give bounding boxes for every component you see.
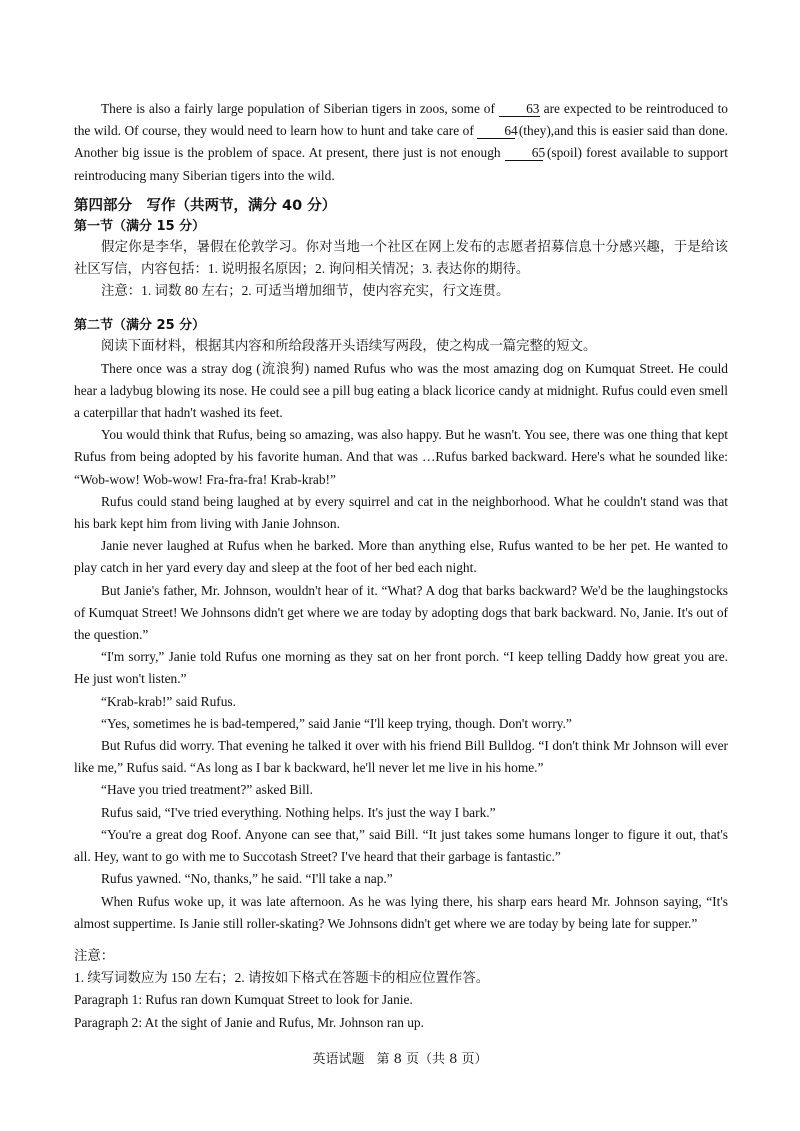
story-paragraph: When Rufus woke up, it was late afternoon. As he was lying there, his sharp ears heard Mr. Johnson saying, “It's almost suppertime. Is Janie still roller-skating? We Johnsons didn't get where we are today by being late for supper.” <box>74 893 728 931</box>
section-one-note: 注意：1. 词数 80 左右；2. 可适当增加细节，使内容充实，行文连贯。 <box>101 283 510 299</box>
blank-63: 63 <box>499 101 540 117</box>
paragraph-one-opening: Paragraph 1: Rufus ran down Kumquat Street to look for Janie. <box>74 992 413 1008</box>
footer-subject: 英语试题 <box>312 1052 365 1067</box>
part-four-heading: 第四部分 写作（共两节，满分 40 分） <box>74 197 337 214</box>
section-two-heading: 第二节（满分 25 分） <box>74 318 206 334</box>
story-paragraph: “Krab-krab!” said Rufus. <box>101 693 236 709</box>
story-paragraph: There once was a stray dog (流浪狗) named Rufus who was the most amazing dog on Kumquat Street. He could hear a ladybug blowing its nose. He could see a pill bug eating a black licorice candy at midnight. Rufus could even smell a caterpillar that hadn't washed its feet. <box>74 360 728 421</box>
story-paragraph: But Rufus did worry. That evening he talked it over with his friend Bill Bulldog. “I don't think Mr Johnson will ever like me,” Rufus said. “As long as I bar k backward, he'll never let me live in his home.” <box>74 738 728 776</box>
notes-label: 注意： <box>74 947 115 963</box>
story-paragraph: “You're a great dog Roof. Anyone can see that,” said Bill. “It just takes some humans longer to figure it out, that's all. Hey, want to go with me to Succotash Street? I've heard that their garbage is fantastic.” <box>74 826 728 865</box>
section-one-task: 假定你是李华，暑假在伦敦学习。你对当地一个社区在网上发布的志愿者招募信息十分感兴趣，于是给该社区写信，内容包括：1. 说明报名原因；2. 询问相关情况；3. 表达你的期待。 <box>74 238 728 277</box>
story-paragraph: Janie never laughed at Rufus when he barked. More than anything else, Rufus wanted to be her pet. He wanted to play catch in her yard every day and sleep at the foot of her bed each night. <box>74 538 728 576</box>
story-paragraph: “I'm sorry,” Janie told Rufus one morning as they sat on her front porch. “I keep telling Daddy how great you are. He just won't listen.” <box>74 649 728 687</box>
exam-page <box>74 98 728 1034</box>
reading-paragraph <box>74 98 728 187</box>
reading-text: (they),and this is easier said than done. Another big issue is the problem of space. At present, there just is not enough <box>74 123 728 161</box>
story-paragraph: “Have you tried treatment?” asked Bill. <box>101 782 313 798</box>
page-footer <box>0 1048 800 1067</box>
blank-64: 64 <box>477 123 515 139</box>
story-paragraph: “Yes, sometimes he is bad-tempered,” said Janie “I'll keep trying, though. Don't worry.” <box>101 715 572 731</box>
blank-65: 65 <box>505 145 543 161</box>
section-two-task: 阅读下面材料，根据其内容和所给段落开头语续写两段，使之构成一篇完整的短文。 <box>101 338 597 354</box>
story-paragraph: Rufus said, “I've tried everything. Nothing helps. It's just the way I bark.” <box>101 804 496 820</box>
notes-line: 1. 续写词数应为 150 左右；2. 请按如下格式在答题卡的相应位置作答。 <box>74 970 490 986</box>
paragraph-two-opening: Paragraph 2: At the sight of Janie and Rufus, Mr. Johnson ran up. <box>74 1014 424 1030</box>
reading-text: There is also a fairly large population of Siberian tigers in zoos, some of <box>101 101 499 116</box>
story-paragraph: You would think that Rufus, being so amazing, was also happy. But he wasn't. You see, there was one thing that kept Rufus from being adopted by his favorite human. And that was …Rufus barked backward. Here's what he sounded like: “Wob-wow! Wob-wow! Fra-fra-fra! Krab-krab!” <box>74 427 728 487</box>
reading-text: are expected to be reintroduced to the wild. Of course, they would need to learn how to hunt and take care of <box>74 101 728 139</box>
reading-text: (spoil) forest available to support reintroducing many Siberian tigers into the wild. <box>74 145 728 183</box>
story-paragraph: Rufus yawned. “No, thanks,” he said. “I'll take a nap.” <box>101 871 393 887</box>
story-paragraph: Rufus could stand being laughed at by every squirrel and cat in the neighborhood. What he couldn't stand was that his bark kept him from living with Janie Johnson. <box>74 493 728 532</box>
spacer <box>74 935 728 945</box>
spacer <box>74 302 728 316</box>
story-paragraph: But Janie's father, Mr. Johnson, wouldn't hear of it. “What? A dog that barks backward? We'd be the laughingstocks of Kumquat Street! We Johnsons didn't get where we are today by adopting dogs that bark backward. No, Janie. It's out of the question.” <box>74 582 728 643</box>
footer-page-number: 第 8 页（共 8 页） <box>376 1052 488 1067</box>
section-one-heading: 第一节（满分 15 分） <box>74 218 206 234</box>
